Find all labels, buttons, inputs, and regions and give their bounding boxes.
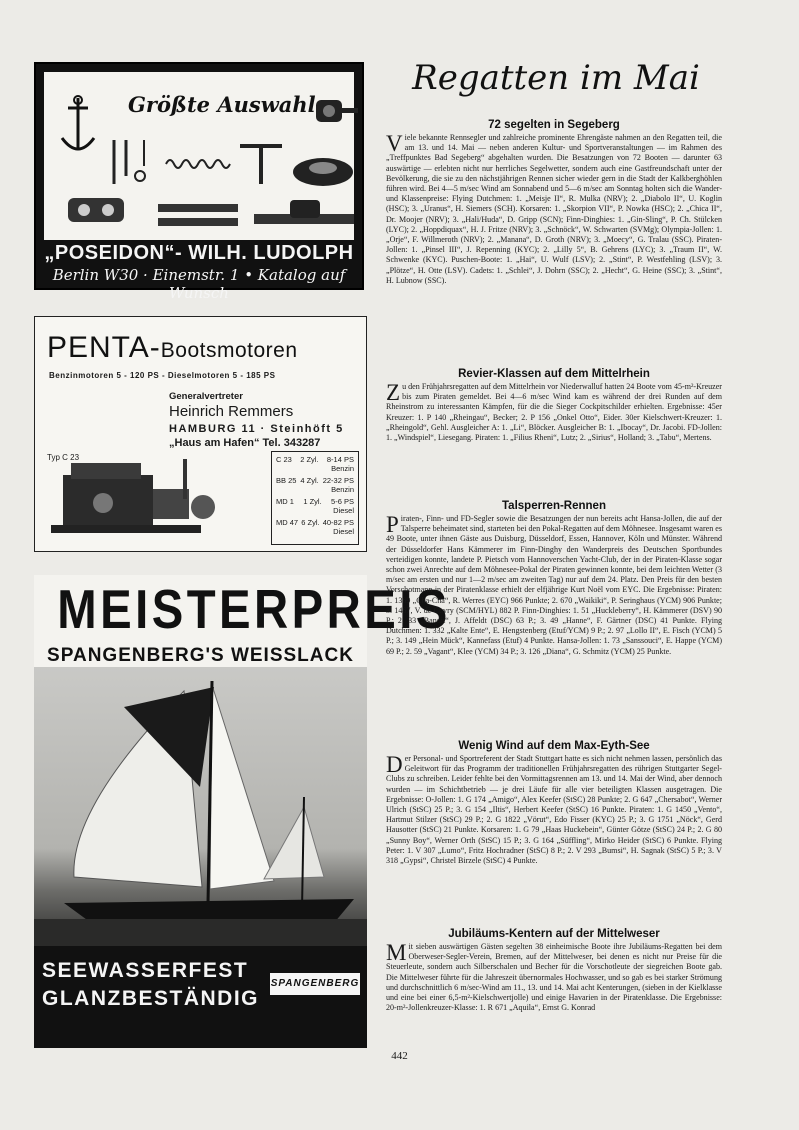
- fairlead-icon: [290, 150, 356, 190]
- article-section-mittelweser: [386, 928, 722, 1013]
- spec-entry: [276, 497, 354, 515]
- article-section-max-eyth-see: [386, 740, 722, 866]
- spec-cyl: 2 Zyl.: [300, 455, 319, 464]
- section-text: iraten-, Finn- und FD-Segler sowie die Besatzungen der nun bereits acht Hansa-Jollen, die auf der Talsperre beheimatet sind, starteten bei den Pokal-Regatten auf dem Möhnesee. Insgesamt waren es 49 Boote, unter ihnen Gäste aus Duisburg, Düsseldorf, Essen, Hannover, Köln und Münster. Während der Düsseldorfer Hans Kämmerer im Finn-Dinghy den Wanderpreis des Deutschen Sportbundes verteidigen konnte, landete P. Pietsch vom Hannoverschen Yacht-Club, der in der Piraten-Klasse sogar schon zwei Anrechte auf dem Möhnesee-Pokal der Piraten gewinnen konnte, bei dem leichten Wetter (3 m/sec am ersten und nur 1—2 m/sec am zweiten Tag) nur auf dem 24. Platz. Den Preis für den besten Vorschotmann in der Piratenklasse erhielt der elfjährige Kurt Noël vom EYC. Die Ergebnisse: Piraten: 1. 1369 „Cha-Cha“, R. Werres (EYC) 966 Punkte; 2. 670 „Waikiki“, P. Seringhaus (YCM) 906 Punkte; 3. 1467, V. de Cuvry (SCM/HYL) 882 P. Finn-Dinghies: 1. 51 „Huckleberry“, H. Kämmerer (DSV) 90 P.; 2. 33 „Bandit“, J. Affeldt (DSC) 63 P.; 3. 49 „Hanne“, F. Gärtner (DSC) 41 Punkte. Flying Dutchmen: 1. 332 „Kalte Ente“, E. Hengstenberg (Etuf/YCM) 9 P.; 2. 97 „Lollo II“, E. Fisch (YCM) 5 P.; 3. 149 „Hein Mück“, Kannefass (Etuf) 4 Punkte. Hansa-Jollen: 1. 73 „Sanssouci“, E. Happe (YCM) 69 P.; 2. 59 „Vagant“, Klee (YCM) 34 P.; 3. 126 „Diana“, G. Schmitz (YCM) 25 Punkte.: [386, 514, 722, 656]
- spec-cyl: 1 Zyl.: [303, 497, 322, 506]
- spec-row: [276, 497, 354, 506]
- section-heading: Talsperren-Rennen: [502, 500, 606, 512]
- section-body: [386, 514, 722, 657]
- sailboat-icon: [34, 667, 367, 946]
- penta-gv-label: Generalvertreter: [169, 391, 243, 402]
- spec-ps: 40-82 PS: [322, 518, 354, 527]
- meisterpreis-title: MEISTERPREIS: [57, 578, 451, 640]
- section-text: it sieben auswärtigen Gästen segelten 38 einheimische Boote ihre Jubiläums-Regatten bei dem Oberweser-Segler-Verein, Bremen, auf der Mittelweser, bei denen es nicht nur Preise für die Steuerleute, sondern auch Silberschalen und Becher für die Vorschotleute der siegreichen Boote gab. Die Mittelweser führte für die Jahreszeit übernormales Hochwasser, und so gab es bei starker Strömung und durchschnittlich 6 m/sec-Wind am 11., 13. und 14. Mai acht Kenterungen, (sieben in der Kielklasse und eine bei einer 6,5-m²-Kielschwertjolle) und einige Havarien in der Piratenklasse. Die Ergebnisse: 20-m²-Jollenkreuzer-Klasse: 1. R 671 „Aquila“, Ernst G. Konrad: [386, 942, 722, 1013]
- hinges-icon: [154, 198, 244, 232]
- rail-fitting-icon: [250, 196, 360, 232]
- meisterpreis-ad: [34, 575, 451, 1048]
- spec-ps: 8-14 PS: [326, 455, 354, 464]
- section-heading: Jubiläums-Kentern auf der Mittelweser: [448, 928, 660, 940]
- spec-model: BB 25: [276, 476, 297, 485]
- engine-illustration: [43, 459, 223, 547]
- spec-entry: [276, 476, 354, 494]
- penta-city: HAMBURG 11 · Steinhöft 5: [169, 423, 344, 435]
- dropcap: V: [386, 131, 403, 156]
- article-headline: Regatten im Mai: [412, 58, 700, 98]
- dropcap: D: [386, 752, 403, 777]
- spec-ps: 22-32 PS: [322, 476, 354, 485]
- cleat-icon: [236, 138, 286, 188]
- section-heading: Wenig Wind auf dem Max-Eyth-See: [458, 740, 650, 752]
- section-heading: Revier-Klassen auf dem Mittelrhein: [458, 368, 650, 380]
- penta-engines-line: Benzinmotoren 5 - 120 PS - Dieselmotoren 5 - 185 PS: [49, 371, 276, 380]
- spangenberg-logo: SPANGENBERG: [270, 973, 360, 995]
- section-text: iele bekannte Rennsegler und zahlreiche prominente Ehrengäste nahmen an den Regatten teil, die am 13. und 14. Mai — neben anderen Kultur- und Sportveranstaltungen — im Rahmen des „Treffpunktes Bad Segeberg“ abgehalten wurden. Die Besatzungen von 72 Booten — darunter 63 auswärtige — erlebten nicht nur herrliches Segelwetter, sondern auch eine Gastfreundschaft unter der Bevölkerung, die sie zu den nächstjährigen Rennen sicher wieder gern in die Stadt der Kalkberghöhlen führen wird. Bei 4—5 m/sec Wind am Sonnabend und 5—6 m/sec am Sonntag holten sich die Wander- und Klassenpreise: Flying Dutchmen: 1. „Meisje II“, R. Mulka (NRV); 2. „Diabolo II“, U. Koglin (HSC); 3. „Uranus“, H. Siemers (SCH). Korsaren: 1. „Skorpion VII“, P. Nowka (HSC); 2. „Chica II“, Dr. Moojer (NRV); 3. „Hali/Huda“, D. Gripp (SCN); Finn-Dinghies: 1. „Gin-Sling“, P. Ch. Stülcken (LYC); 2. „Hoppdiquax“, H. J. Fritze (NRV); 3. „Schnöck“, W. Schwarten (SVMg); Olympia-Jollen: 1. „Orje“, F. Willmeroth (NRV); 2. „Manana“, D. Groth (NRV); 3. „Moecy“, G. Tralau (SSC). Piraten-Jollen: 1. „Pinsel III“, J. Repenning (KYC); 2. „Lilly 5“, B. Gehrens (LYC); 3. „Traum II“, W. Schwenke (KYC). Puschen-Boote: 1. „Hai“, U. Wulf (LSV); 2. „Stint“, P. Westfehling (LSV); 3. „Plötze“, H. Otte (LSV). Cadets: 1. „Schlei“, J. Dohrn (SSC); 2. „Hecht“, G. Heine (SSC); 3. „Stint“, H. Lubnow (SSC).: [386, 133, 722, 285]
- poseidon-ad: [34, 62, 364, 302]
- meisterpreis-subtitle: SPANGENBERG'S WEISSLACK: [47, 645, 354, 666]
- meisterpreis-tag-1: SEEWASSERFEST: [42, 959, 249, 982]
- spec-fuel: Benzin: [331, 485, 354, 494]
- spec-row: [276, 455, 354, 464]
- section-text: er Personal- und Sportreferent der Stadt Stuttgart hatte es sich nicht nehmen lassen, persönlich das Geleitwort für das Programm der traditionellen Frühjahrsregatten des rührigen Stuttgarter Segel-Clubs zu schreiben. Leider fehlte bei den Vormittagsrennen am 13. und 14. Mai der Wind, aber dennoch wurden — im Schichtbetrieb — je drei Läufe für alle vier beteiligten Klassen ausgetragen. Die Ergebnisse: O-Jollen: 1. G 174 „Amigo“, Alex Keefer (StSC) 28 Punkte; 2. G 647 „Chersabot“, Werner Ulrich (StSC) 25 P.; 3. G 154 „Iltis“, Herbert Keefer (StSC) 16 Punkte. Piraten: 1. G 1450 „Vento“, Hartmut Stilzer (StSC) 29 P.; 2. G 1822 „Vörut“, Edo Fisser (KYC) 25 P.; 3. G 1751 „Nöck“, Gerd Hausotter (StSC) 21 Punkte. Korsaren: 1. G 79 „Haas Huckebein“, Günter Götze (StSC) 24 P.; 2. G 80 „Sunny Boy“, Werner Orth (StSC) 15 P.; 3. G 164 „Süffling“, Mirko Heider (StSC) 6 Punkte. Flying Peter: 1. V 307 „Lumo“, Fritz Hochradner (StSC) 8 P.; 2. V 293 „Bumsi“, H. Sagnak (StSC) 5 P.; 3. V 318 „Gypsi“, Christel Birzele (StSC) 4 Punkte.: [386, 754, 722, 866]
- meisterpreis-tag-2: GLANZBESTÄNDIG: [42, 987, 259, 1010]
- spec-model: C 23: [276, 455, 292, 464]
- spec-cyl: 6 Zyl.: [301, 518, 320, 527]
- penta-title-main: PENTA-: [47, 331, 161, 364]
- penta-type-label: Typ C 23: [47, 453, 80, 462]
- penta-tel: „Haus am Hafen“ Tel. 343287: [169, 437, 321, 449]
- poseidon-address: Berlin W30 · Einemstr. 1 • Katalog auf Wunsch: [52, 266, 346, 302]
- dropcap: P: [386, 512, 399, 537]
- section-text: u den Frühjahrsregatten auf dem Mittelrhein vor Niederwalluf hatten 24 Boote vom 45-m²-Kreuzer bis zum Piraten gemeldet. Bei 4—6 m/sec Wind kam es während der drei Runden auf dem Rheinstrom zu interessanten Kämpfen, für die die Sieger Cockpitschilder erhielten. Ergebnisse: 45er Kreuzer: 1. P 140 „Rheingau“, Becker; 2. P 156 „Onkel Otto“, Eider. 30er Kielschwert-Kreuzer: 1. „Rheingold“, Gehl. Ausgleicher A: 1. „Li“, Blöcker. Ausgleicher B: 1. „Ibocay“, Dr. Jacobi. FD-Jollen: 1. „Windspiel“, Liesegang. Piraten: 1. „Filius Rheni“, Lutz; 2. „Sirius“, Holland; 3. „Tabu“, Mertens.: [386, 382, 722, 443]
- spec-model: MD 47: [276, 518, 299, 527]
- penta-company: Heinrich Remmers: [169, 403, 294, 420]
- penta-title-sub: Bootsmotoren: [160, 339, 298, 362]
- poseidon-brand: „POSEIDON“- WILH. LUDOLPH: [44, 242, 354, 264]
- spec-ps: 5-6 PS: [331, 497, 354, 506]
- spec-row: [276, 518, 354, 527]
- spec-row: [276, 476, 354, 485]
- page-number: 442: [391, 1050, 408, 1062]
- penta-spec-table: [271, 451, 359, 545]
- sailboat-photo: [34, 667, 367, 946]
- penta-ad: [34, 316, 367, 552]
- spec-entry: [276, 518, 354, 536]
- dropcap: Z: [386, 380, 401, 405]
- article-section-mittelrhein: [386, 368, 722, 443]
- section-body: [386, 942, 722, 1013]
- article-section-talsperren: [386, 500, 722, 657]
- section-body: [386, 754, 722, 866]
- spec-cyl: 4 Zyl.: [300, 476, 319, 485]
- shackle-icon: [62, 180, 132, 230]
- article-section-segeberg: [386, 119, 722, 286]
- section-body: [386, 382, 722, 443]
- spec-entry: [276, 455, 354, 473]
- spec-fuel: Diesel: [333, 506, 354, 515]
- poseidon-tagline: Größte Auswahl: [128, 92, 316, 117]
- section-body: [386, 133, 722, 286]
- section-heading: 72 segelten in Segeberg: [488, 119, 620, 131]
- dropcap: M: [386, 940, 407, 965]
- penta-title: [47, 331, 298, 365]
- spec-fuel: Benzin: [331, 464, 354, 473]
- spec-model: MD 1: [276, 497, 294, 506]
- spring-icon: [164, 156, 234, 172]
- spec-fuel: Diesel: [333, 527, 354, 536]
- anchor-icon: [58, 94, 98, 158]
